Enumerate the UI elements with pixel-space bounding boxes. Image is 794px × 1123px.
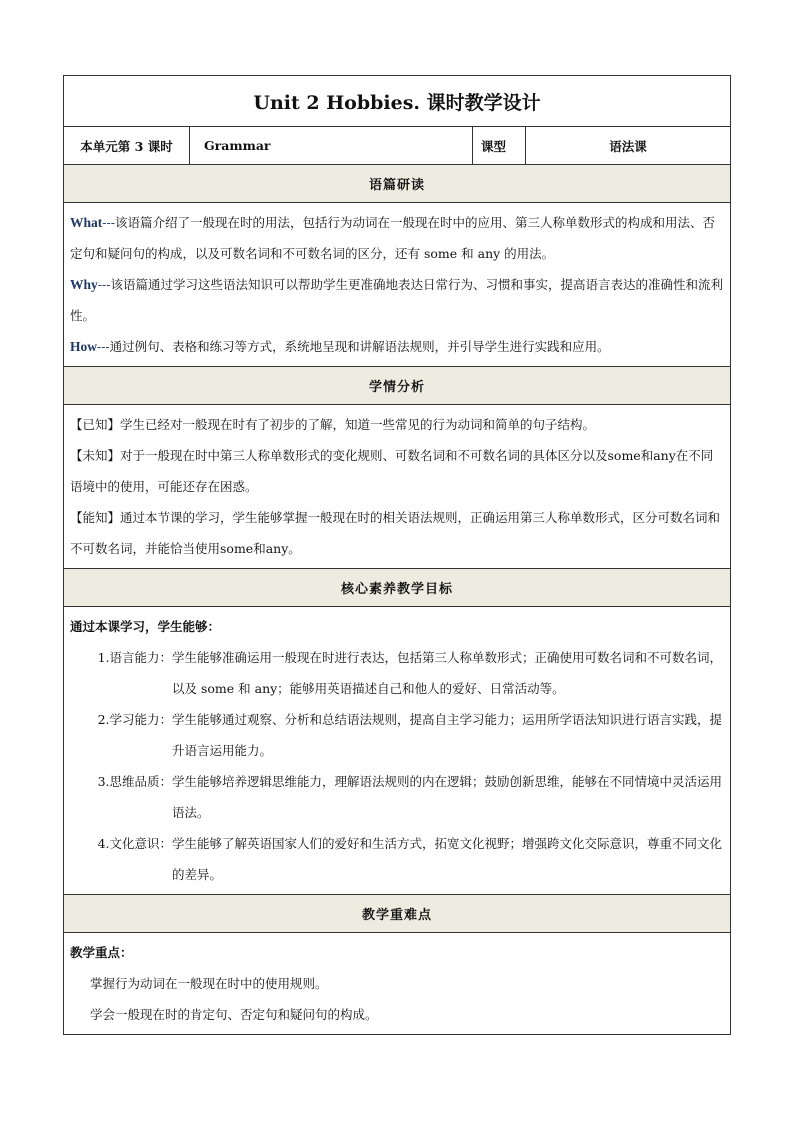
how-keyword: How bbox=[70, 339, 97, 354]
how-dash: --- bbox=[97, 339, 110, 354]
reading-why bbox=[70, 269, 724, 331]
keypoints-content bbox=[64, 933, 731, 1035]
goal-label: 2.学习能力： bbox=[97, 712, 172, 727]
analysis-content bbox=[64, 405, 731, 569]
goal-label: 3.思维品质： bbox=[97, 774, 172, 789]
keypoints-lead: 教学重点： bbox=[70, 945, 133, 960]
goal-item bbox=[70, 642, 724, 704]
why-dash: --- bbox=[97, 277, 111, 292]
goal-label: 1.语言能力： bbox=[97, 650, 172, 665]
why-text: 该语篇通过学习这些语法知识可以帮助学生更准确地表达日常行为、习惯和事实，提高语言表达的准确性和流利性。 bbox=[70, 277, 723, 323]
analysis-unknown: 【未知】对于一般现在时中第三人称单数形式的变化规则、可数名词和不可数名词的具体区分以及some和any在不同语境中的使用，可能还存在困惑。 bbox=[70, 448, 714, 494]
keypoint-item: 学会一般现在时的肯定句、否定句和疑问句的构成。 bbox=[90, 1007, 378, 1022]
lesson-type-value: 语法课 bbox=[526, 127, 731, 165]
what-text: 该语篇介绍了一般现在时的用法，包括行为动词在一般现在时中的应用、第三人称单数形式的构成和用法、否定句和疑问句的构成，以及可数名词和不可数名词的区分，还有 some 和 any 的用法。 bbox=[70, 215, 715, 261]
goal-text: 学生能够通过观察、分析和总结语法规则，提高自主学习能力；运用所学语法知识进行语言实践，提升语言运用能力。 bbox=[172, 712, 723, 758]
section-heading-keypoints: 教学重难点 bbox=[64, 895, 731, 933]
goal-text: 学生能够准确运用一般现在时进行表达，包括第三人称单数形式；正确使用可数名词和不可数名词，以及 some 和 any；能够用英语描述自己和他人的爱好、日常活动等。 bbox=[172, 650, 723, 696]
analysis-able: 【能知】通过本节课的学习，学生能够掌握一般现在时的相关语法规则，正确运用第三人称单数形式，区分可数名词和不可数名词，并能恰当使用some和any。 bbox=[70, 510, 721, 556]
what-dash: --- bbox=[102, 215, 115, 230]
analysis-known: 【已知】学生已经对一般现在时有了初步的了解，知道一些常见的行为动词和简单的句子结构。 bbox=[70, 417, 596, 432]
goals-lead: 通过本课学习，学生能够： bbox=[70, 619, 221, 634]
goals-content bbox=[64, 607, 731, 895]
goal-item bbox=[70, 828, 724, 890]
goal-text: 学生能够了解英语国家人们的爱好和生活方式，拓宽文化视野；增强跨文化交际意识，尊重不同文化的差异。 bbox=[172, 836, 723, 882]
keypoint-item: 掌握行为动词在一般现在时中的使用规则。 bbox=[90, 976, 328, 991]
section-heading-goals: 核心素养教学目标 bbox=[64, 569, 731, 607]
lesson-plan-document bbox=[63, 75, 730, 1035]
section-heading-reading: 语篇研读 bbox=[64, 165, 731, 203]
lesson-plan-table bbox=[63, 75, 731, 1035]
goal-item bbox=[70, 704, 724, 766]
reading-what bbox=[70, 207, 724, 269]
goal-text: 学生能够培养逻辑思维能力，理解语法规则的内在逻辑；鼓励创新思维，能够在不同情境中灵活运用语法。 bbox=[172, 774, 723, 820]
goal-item bbox=[70, 766, 724, 828]
document-title: Unit 2 Hobbies. 课时教学设计 bbox=[64, 76, 731, 127]
lesson-number: 本单元第 3 课时 bbox=[64, 127, 190, 165]
section-heading-analysis: 学情分析 bbox=[64, 367, 731, 405]
lesson-topic: Grammar bbox=[190, 127, 473, 165]
what-keyword: What bbox=[70, 215, 103, 230]
goal-label: 4.文化意识： bbox=[97, 836, 172, 851]
how-text: 通过例句、表格和练习等方式，系统地呈现和讲解语法规则，并引导学生进行实践和应用。 bbox=[109, 339, 610, 354]
why-keyword: Why bbox=[70, 277, 98, 292]
reading-how bbox=[70, 331, 724, 362]
lesson-type-label: 课型 bbox=[473, 127, 526, 165]
reading-content bbox=[64, 203, 731, 367]
